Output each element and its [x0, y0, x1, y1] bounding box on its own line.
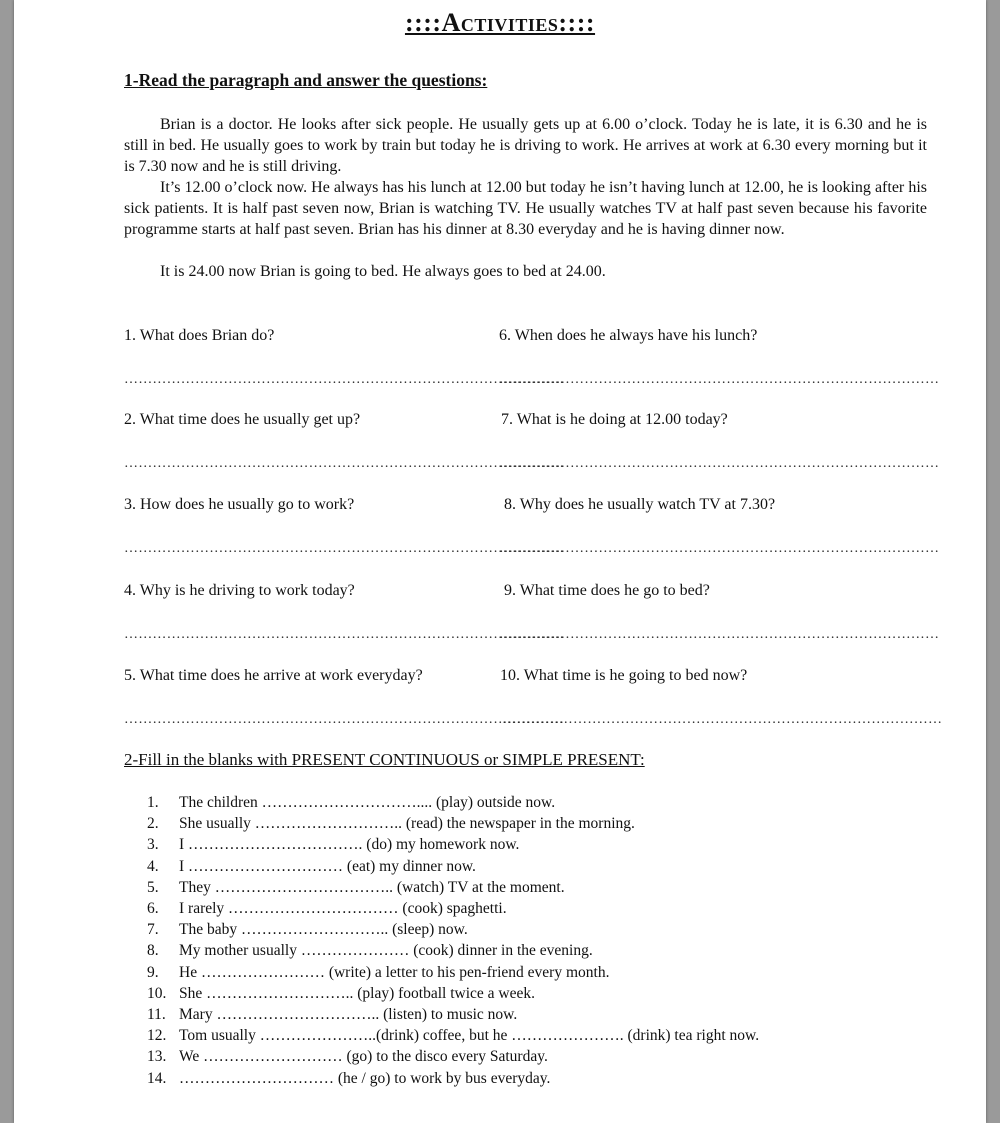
- worksheet-page: [14, 0, 986, 1123]
- list-item[interactable]: 12. Tom usually …………………..(drink) coffee, but he …………………. (drink) tea right now.: [147, 1027, 760, 1045]
- list-item[interactable]: 1. The children ………………………….... (play) outside now.: [147, 794, 556, 811]
- list-item[interactable]: 14. ………………………… (he / go) to work by bus everyday.: [147, 1069, 551, 1087]
- answer-line-6[interactable]: …………………………………………………………………………………: [499, 372, 940, 387]
- section2-heading: 2-Fill in the blanks with PRESENT CONTINUOUS or SIMPLE PRESENT:: [124, 750, 645, 769]
- answer-line-2[interactable]: …………………………………………………………………………………: [124, 456, 565, 471]
- list-item[interactable]: 6. I rarely …………………………… (cook) spaghetti.: [147, 900, 507, 918]
- page-title: ::::Activities::::: [404, 8, 596, 37]
- section1-heading: 1-Read the paragraph and answer the questions:: [124, 70, 488, 90]
- list-item[interactable]: 8. My mother usually ………………… (cook) dinner in the evening.: [147, 942, 593, 960]
- question-9: 9. What time does he go to bed?: [504, 582, 710, 599]
- answer-line-7[interactable]: …………………………………………………………………………………: [499, 456, 940, 471]
- question-7: 7. What is he doing at 12.00 today?: [501, 411, 728, 428]
- list-item[interactable]: 2. She usually ……………………….. (read) the newspaper in the morning.: [147, 815, 635, 833]
- answer-line-4[interactable]: …………………………………………………………………………………: [124, 627, 565, 642]
- question-3: 3. How does he usually go to work?: [124, 496, 355, 513]
- question-6: 6. When does he always have his lunch?: [499, 327, 758, 344]
- list-item[interactable]: 3. I ……………………………. (do) my homework now.: [147, 836, 520, 854]
- answer-line-3[interactable]: …………………………………………………………………………………: [124, 541, 565, 556]
- list-item[interactable]: 9. He …………………… (write) a letter to his pen-friend every month.: [147, 963, 610, 981]
- question-4: 4. Why is he driving to work today?: [124, 582, 355, 599]
- list-item[interactable]: 10. She ……………………….. (play) football twice a week.: [147, 984, 535, 1002]
- answer-line-1[interactable]: …………………………………………………………………………………: [124, 372, 565, 387]
- answer-line-8[interactable]: …………………………………………………………………………………: [499, 541, 940, 556]
- reading-paragraph-1: Brian is a doctor. He looks after sick people. He usually gets up at 6.00 o’clock. Today he is late, it is 6.30 and he is still in bed. He usually goes to work by train but today he is driving to work. He arrives at work at 6.30 every morning but it is 7.30 now and he is still driving.: [124, 116, 927, 175]
- question-8: 8. Why does he usually watch TV at 7.30?: [504, 496, 776, 513]
- question-5: 5. What time does he arrive at work everyday?: [124, 667, 423, 684]
- question-2: 2. What time does he usually get up?: [124, 411, 361, 428]
- reading-paragraph-2: It’s 12.00 o’clock now. He always has his lunch at 12.00 but today he isn’t having lunch at 12.00, he is looking after his sick patients. It is half past seven now, Brian is watching TV. He usually watches TV at half past seven because his favorite programme starts at half past seven. Brian has his dinner at 8.30 everyday and he is having dinner now.: [124, 179, 927, 238]
- list-item[interactable]: 5. They …………………………….. (watch) TV at the moment.: [147, 878, 565, 896]
- answer-line-5[interactable]: …………………………………………………………………………………: [124, 712, 565, 727]
- answer-line-9[interactable]: …………………………………………………………………………………: [499, 627, 940, 642]
- list-item[interactable]: 7. The baby ……………………….. (sleep) now.: [147, 921, 468, 939]
- list-item[interactable]: 13. We ……………………… (go) to the disco every Saturday.: [147, 1048, 548, 1066]
- list-item[interactable]: 4. I ………………………… (eat) my dinner now.: [147, 857, 476, 875]
- question-1: 1. What does Brian do?: [124, 327, 275, 344]
- fill-in-list: [147, 792, 759, 1089]
- answer-line-10[interactable]: …………………………………………………………………………………: [502, 712, 943, 727]
- question-10: 10. What time is he going to bed now?: [500, 667, 748, 684]
- reading-paragraph-3: It is 24.00 now Brian is going to bed. He always goes to bed at 24.00.: [160, 263, 606, 280]
- list-item[interactable]: 11. Mary ………………………….. (listen) to music now.: [147, 1006, 518, 1024]
